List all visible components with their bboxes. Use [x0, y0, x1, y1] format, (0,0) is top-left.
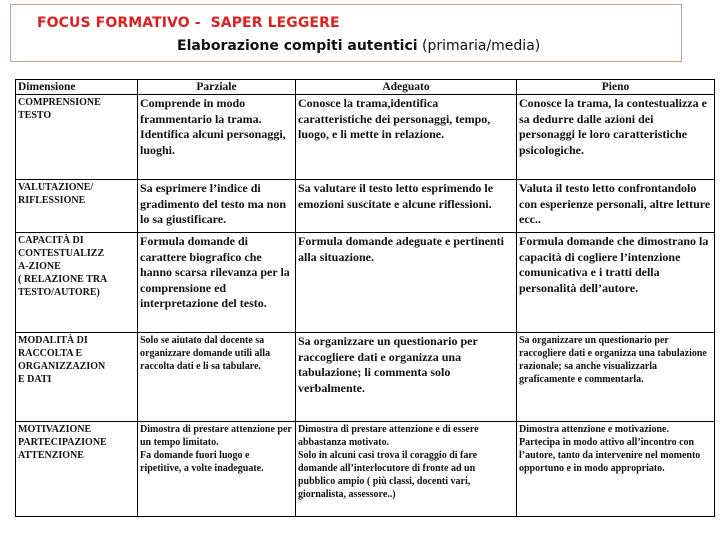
dimension-cell: CAPACITÀ DI CONTESTUALIZZ A-ZIONE ( RELAZIONE TRA TESTO/AUTORE) — [16, 233, 138, 333]
parziale-cell: Dimostra di prestare attenzione per un tempo limitato. Fa domande fuori luogo e ripetitive, a volte inadeguate. — [138, 422, 296, 517]
column-header-pieno: Pieno — [517, 80, 715, 95]
rubric-table — [15, 79, 715, 517]
adeguato-cell: Dimostra di prestare attenzione e di essere abbastanza motivato. Solo in alcuni casi trova il coraggio di fare domande all’interlocutore di fronte ad un pubblico ampio ( più classi, docenti vari, giornalista, assessore..) — [296, 422, 517, 517]
adeguato-cell: Sa valutare il testo letto esprimendo le emozioni suscitate e alcune riflessioni. — [296, 180, 517, 233]
parziale-cell: Formula domande di carattere biografico che hanno scarsa rilevanza per la comprensione ed interpretazione del testo. — [138, 233, 296, 333]
table-row — [16, 422, 715, 517]
table-row — [16, 95, 715, 180]
dimension-cell: COMPRENSIONE TESTO — [16, 95, 138, 180]
table-row — [16, 233, 715, 333]
parziale-cell: Sa esprimere l’indice di gradimento del testo ma non lo sa giustificare. — [138, 180, 296, 233]
header-box — [10, 4, 682, 62]
adeguato-cell: Conosce la trama,identifica caratteristiche dei personaggi, tempo, luogo, e li mette in relazione. — [296, 95, 517, 180]
pieno-cell: Valuta il testo letto confrontandolo con esperienze personali, altre letture ecc.. — [517, 180, 715, 233]
parziale-cell: Solo se aiutato dal docente sa organizzare domande utili alla raccolta dati e li sa tabulare. — [138, 333, 296, 422]
table-row — [16, 180, 715, 233]
dimension-cell: VALUTAZIONE/ RIFLESSIONE — [16, 180, 138, 233]
header-subtitle — [177, 38, 540, 54]
subtitle-bold: Elaborazione compiti autentici — [177, 38, 418, 54]
pieno-cell: Formula domande che dimostrano la capacità di cogliere l’intenzione comunicativa e i tratti della personalità dell’autore. — [517, 233, 715, 333]
dimension-cell: MOTIVAZIONE PARTECIPAZIONE ATTENZIONE — [16, 422, 138, 517]
subtitle-normal: (primaria/media) — [422, 38, 541, 54]
table-header-row — [16, 80, 715, 95]
pieno-cell: Conosce la trama, la contestualizza e sa dedurre dalle azioni dei personaggi le loro caratteristiche psicologiche. — [517, 95, 715, 180]
pieno-cell: Sa organizzare un questionario per raccogliere dati e organizza una tabulazione razionale; sa anche visualizzarla graficamente e commentarla. — [517, 333, 715, 422]
dimension-cell: MODALITÀ DI RACCOLTA E ORGANIZZAZION E DATI — [16, 333, 138, 422]
adeguato-cell: Sa organizzare un questionario per raccogliere dati e organizza una tabulazione; li commenta solo verbalmente. — [296, 333, 517, 422]
column-header-dimensione: Dimensione — [16, 80, 138, 95]
table-row — [16, 333, 715, 422]
pieno-cell: Dimostra attenzione e motivazione. Partecipa in modo attivo all’incontro con l’autore, tanto da intervenire nel momento opportuno e in modo appropriato. — [517, 422, 715, 517]
column-header-parziale: Parziale — [138, 80, 296, 95]
header-title: FOCUS FORMATIVO - SAPER LEGGERE — [37, 15, 340, 31]
parziale-cell: Comprende in modo frammentario la trama. Identifica alcuni personaggi, luoghi. — [138, 95, 296, 180]
column-header-adeguato: Adeguato — [296, 80, 517, 95]
adeguato-cell: Formula domande adeguate e pertinenti alla situazione. — [296, 233, 517, 333]
